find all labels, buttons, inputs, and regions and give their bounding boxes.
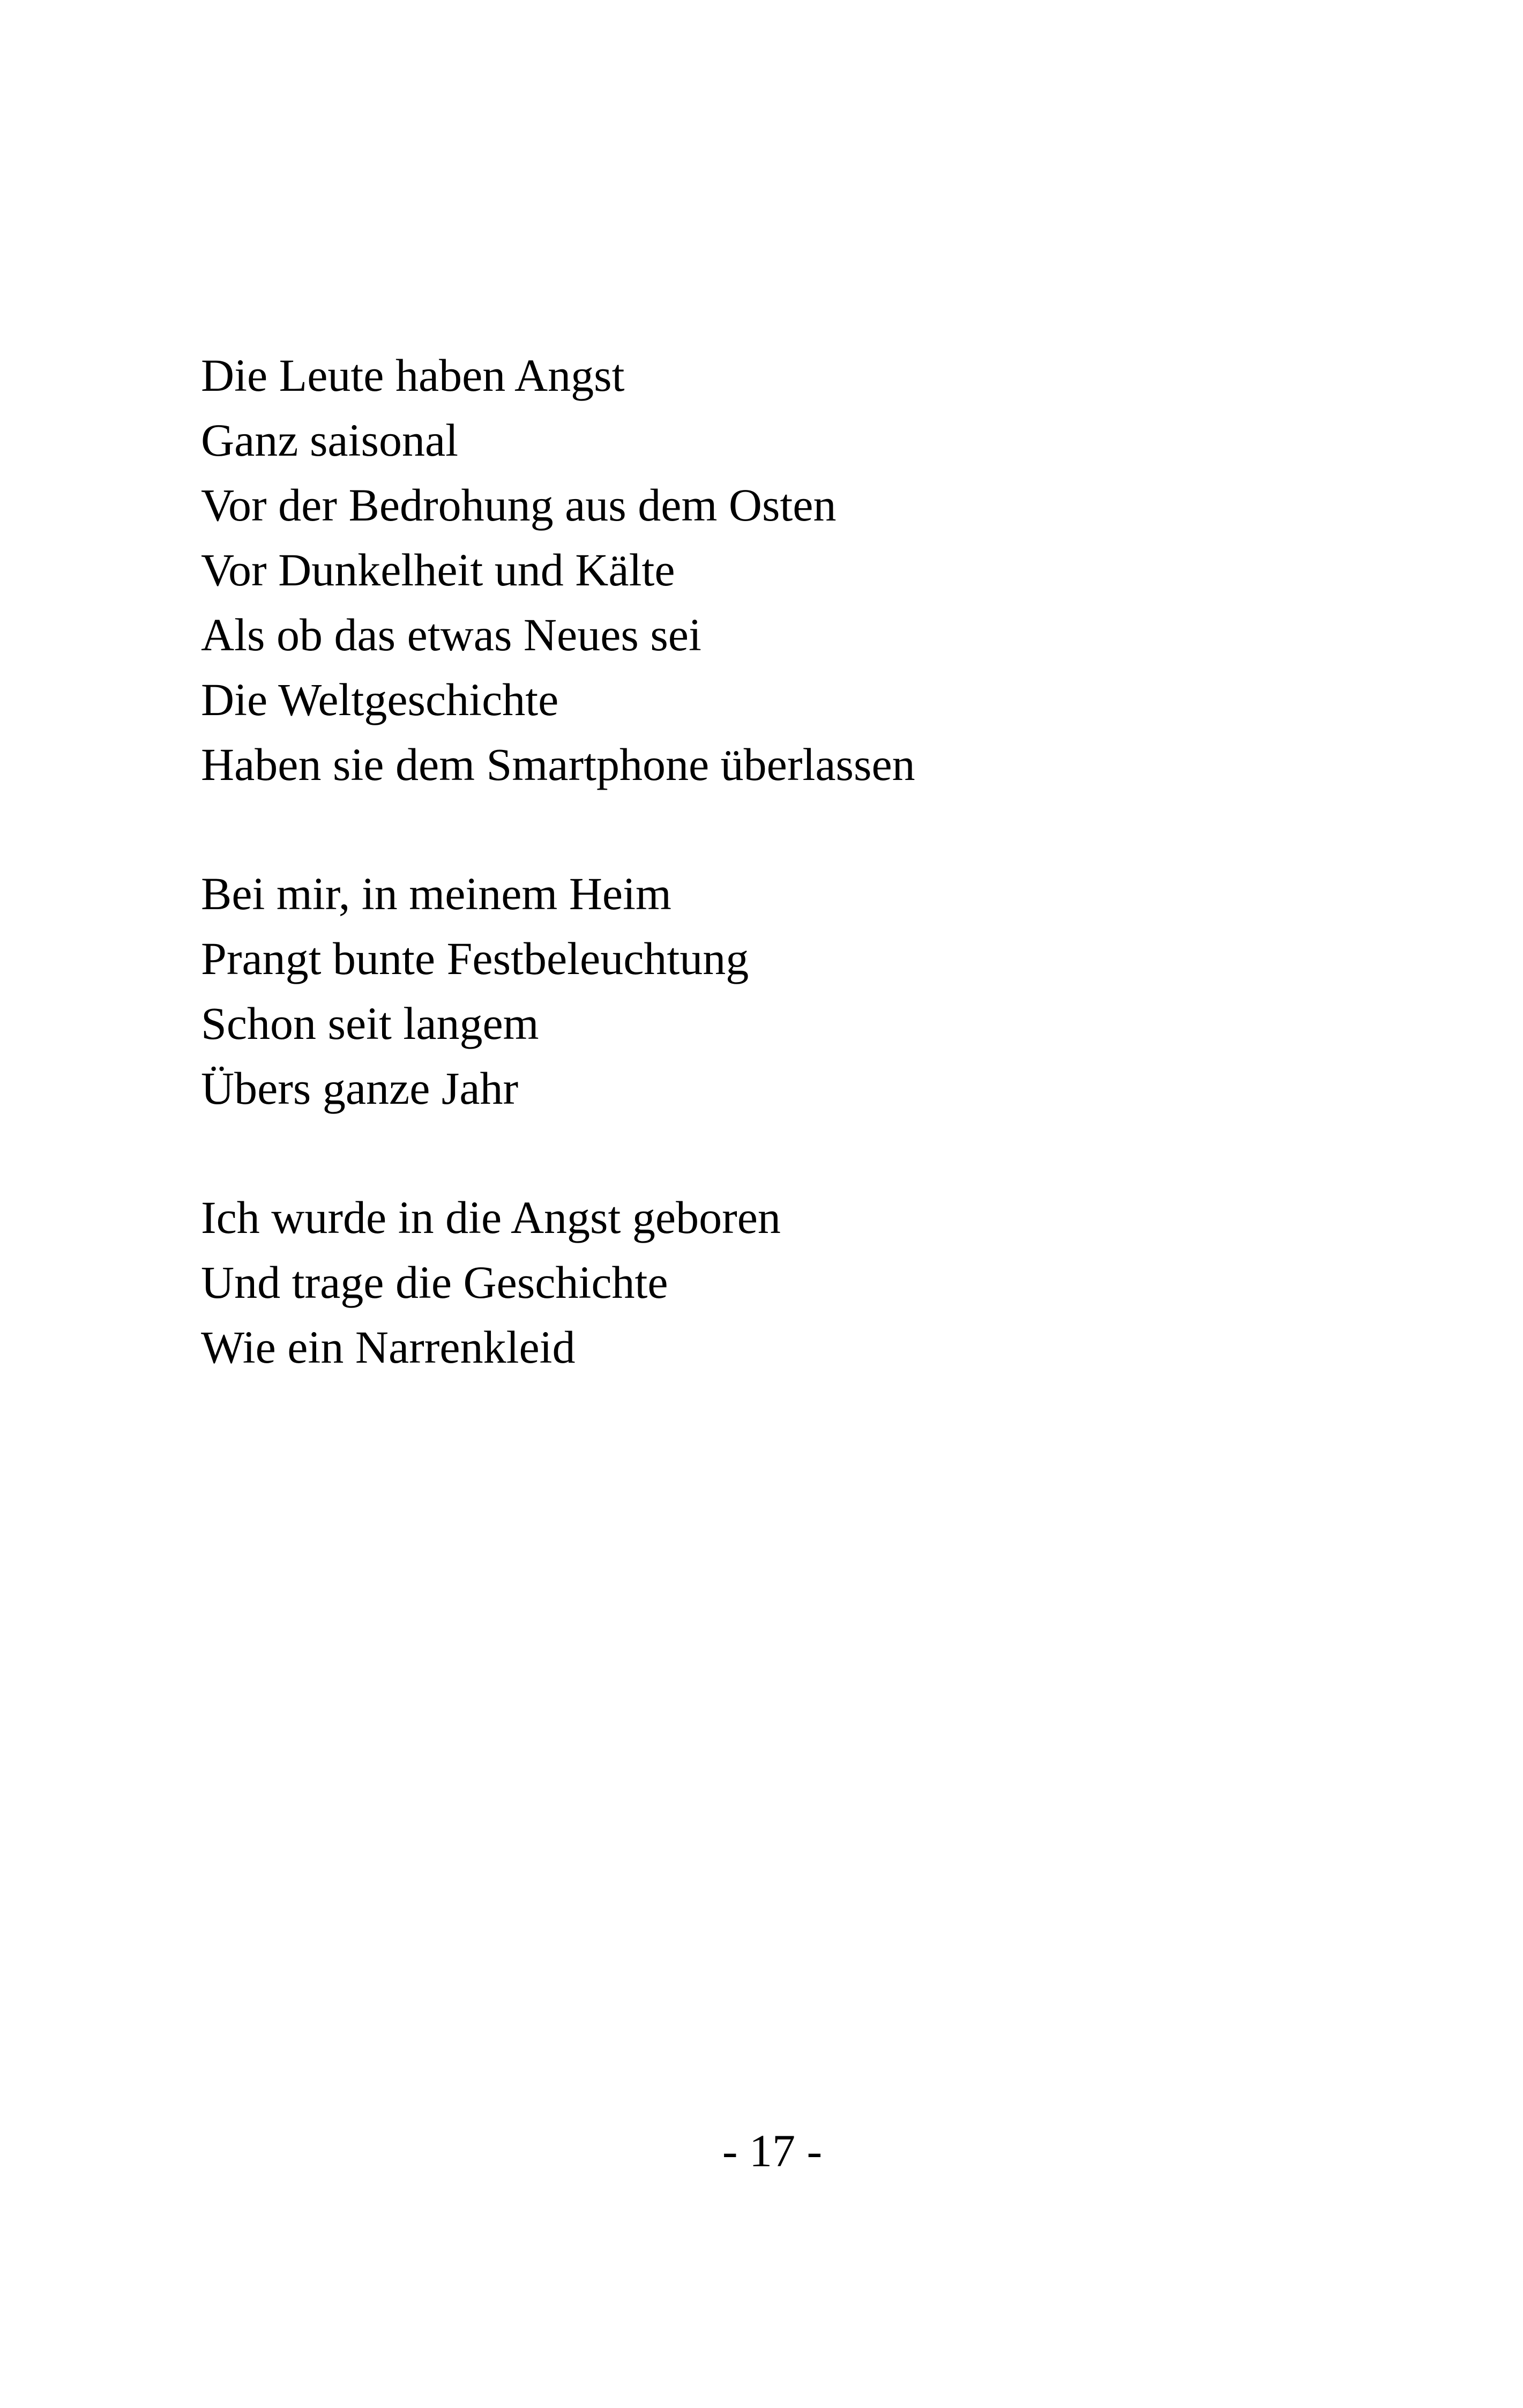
poem-line: Haben sie dem Smartphone überlassen [201,739,915,790]
poem-line: Die Leute haben Angst [201,350,625,401]
stanza-2 [201,861,1380,1121]
poem-line: Prangt bunte Festbeleuchtung [201,933,749,984]
stanza-1 [201,343,1380,797]
poem-line: Ganz saisonal [201,414,459,466]
poem-line: Und trage die Geschichte [201,1257,668,1308]
poem-line: Vor Dunkelheit und Kälte [201,544,675,596]
poem-line: Vor der Bedrohung aus dem Osten [201,479,837,531]
poem-line: Die Weltgeschichte [201,674,559,725]
poem-line: Ich wurde in die Angst geboren [201,1192,781,1243]
poem-line: Wie ein Narrenkleid [201,1321,576,1373]
poem-line: Als ob das etwas Neues sei [201,609,701,660]
poem-line: Übers ganze Jahr [201,1062,519,1114]
poem-line: Schon seit langem [201,998,539,1049]
stanza-3 [201,1185,1380,1380]
poem-line: Bei mir, in meinem Heim [201,868,671,919]
page-number: - 17 - [722,2125,823,2176]
poem [201,343,1380,1444]
